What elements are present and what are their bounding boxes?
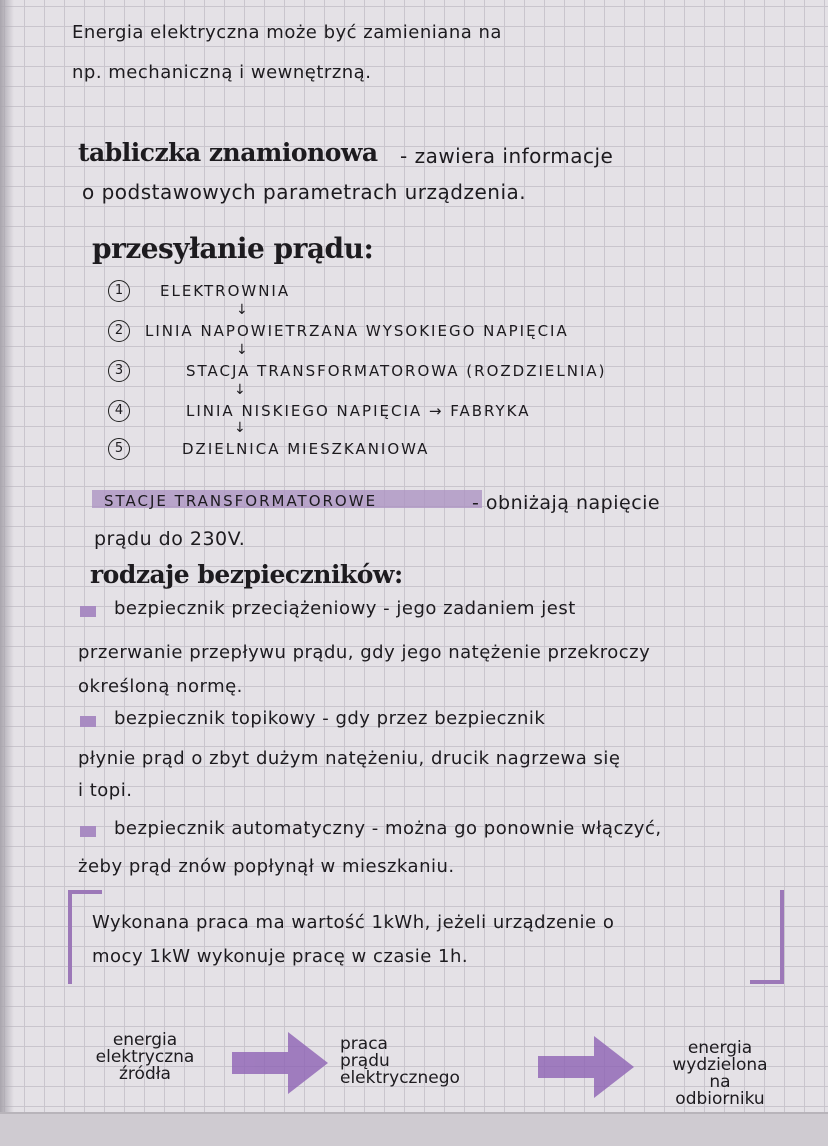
arrow-down-icon: ↓ bbox=[236, 302, 248, 318]
flow-text: elektryczna bbox=[95, 1047, 195, 1067]
flow-text: odbiorniku bbox=[675, 1089, 765, 1109]
box-text: mocy 1kW wykonuje pracę w czasie 1h. bbox=[92, 946, 469, 967]
fuse-text: żeby prąd znów popłynął w mieszkaniu. bbox=[78, 856, 455, 877]
definition: - zawiera informacje bbox=[400, 144, 614, 168]
term-tabliczka: tabliczka znamionowa bbox=[78, 138, 378, 167]
fuse-text: bezpiecznik przeciążeniowy - jego zadaniem jest bbox=[114, 598, 576, 619]
heading-bezpieczniki: rodzaje bezpieczników: bbox=[90, 560, 403, 589]
bullet-icon bbox=[80, 716, 96, 727]
step-text: DZIELNICA MIESZKANIOWA bbox=[182, 440, 430, 458]
flow-step-work bbox=[340, 1036, 530, 1087]
step-number: 4 bbox=[108, 400, 130, 422]
definition: o podstawowych parametrach urządzenia. bbox=[82, 180, 527, 204]
step-text: ELEKTROWNIA bbox=[160, 282, 291, 300]
fuse-text: przerwanie przepływu prądu, gdy jego natężenie przekroczy bbox=[78, 642, 651, 663]
flow-text: wydzielona bbox=[672, 1055, 768, 1075]
flow-text: energia bbox=[112, 1030, 178, 1050]
arrow-down-icon: ↓ bbox=[234, 382, 246, 398]
bullet-icon bbox=[80, 606, 96, 617]
bullet-icon bbox=[80, 826, 96, 837]
flow-text: energia bbox=[687, 1038, 753, 1058]
fuse-text: bezpiecznik automatyczny - można go ponownie włączyć, bbox=[114, 818, 662, 839]
heading-przesylanie: przesyłanie prądu: bbox=[92, 232, 374, 265]
step-text: STACJA TRANSFORMATOROWA (ROZDZIELNIA) bbox=[186, 362, 607, 380]
fuse-text: określoną normę. bbox=[78, 676, 243, 697]
arrow-right-icon bbox=[232, 1052, 288, 1074]
step-number: 2 bbox=[108, 320, 130, 342]
fuse-text: i topi. bbox=[78, 780, 133, 801]
flow-text: praca bbox=[340, 1034, 388, 1054]
page-edge bbox=[0, 1112, 828, 1146]
definition-box bbox=[68, 890, 784, 984]
definition: prądu do 230V. bbox=[94, 528, 246, 550]
intro-line: Energia elektryczna może być zamieniana na bbox=[72, 22, 502, 43]
arrow-down-icon: ↓ bbox=[236, 342, 248, 358]
box-text: Wykonana praca ma wartość 1kWh, jeżeli urządzenie o bbox=[92, 912, 615, 933]
step-text: LINIA NISKIEGO NAPIĘCIA → FABRYKA bbox=[186, 402, 531, 420]
fuse-text: bezpiecznik topikowy - gdy przez bezpiecznik bbox=[114, 708, 546, 729]
flow-text: źródła bbox=[119, 1064, 171, 1084]
flow-text: prądu bbox=[340, 1051, 390, 1071]
step-number: 1 bbox=[108, 280, 130, 302]
arrow-right-icon bbox=[538, 1056, 594, 1078]
flow-step-source bbox=[80, 1032, 210, 1083]
definition: - obniżają napięcie bbox=[472, 492, 661, 514]
flow-step-receiver bbox=[640, 1040, 800, 1108]
step-number: 3 bbox=[108, 360, 130, 382]
intro-line: np. mechaniczną i wewnętrzną. bbox=[72, 62, 372, 83]
step-text: LINIA NAPOWIETRZANA WYSOKIEGO NAPIĘCIA bbox=[145, 322, 569, 340]
arrow-down-icon: ↓ bbox=[234, 420, 246, 436]
flow-text: na bbox=[709, 1072, 731, 1092]
term-stacje: STACJE TRANSFORMATOROWE bbox=[104, 492, 378, 510]
flow-text: elektrycznego bbox=[340, 1068, 460, 1088]
step-number: 5 bbox=[108, 438, 130, 460]
fuse-text: płynie prąd o zbyt dużym natężeniu, drucik nagrzewa się bbox=[78, 748, 621, 769]
